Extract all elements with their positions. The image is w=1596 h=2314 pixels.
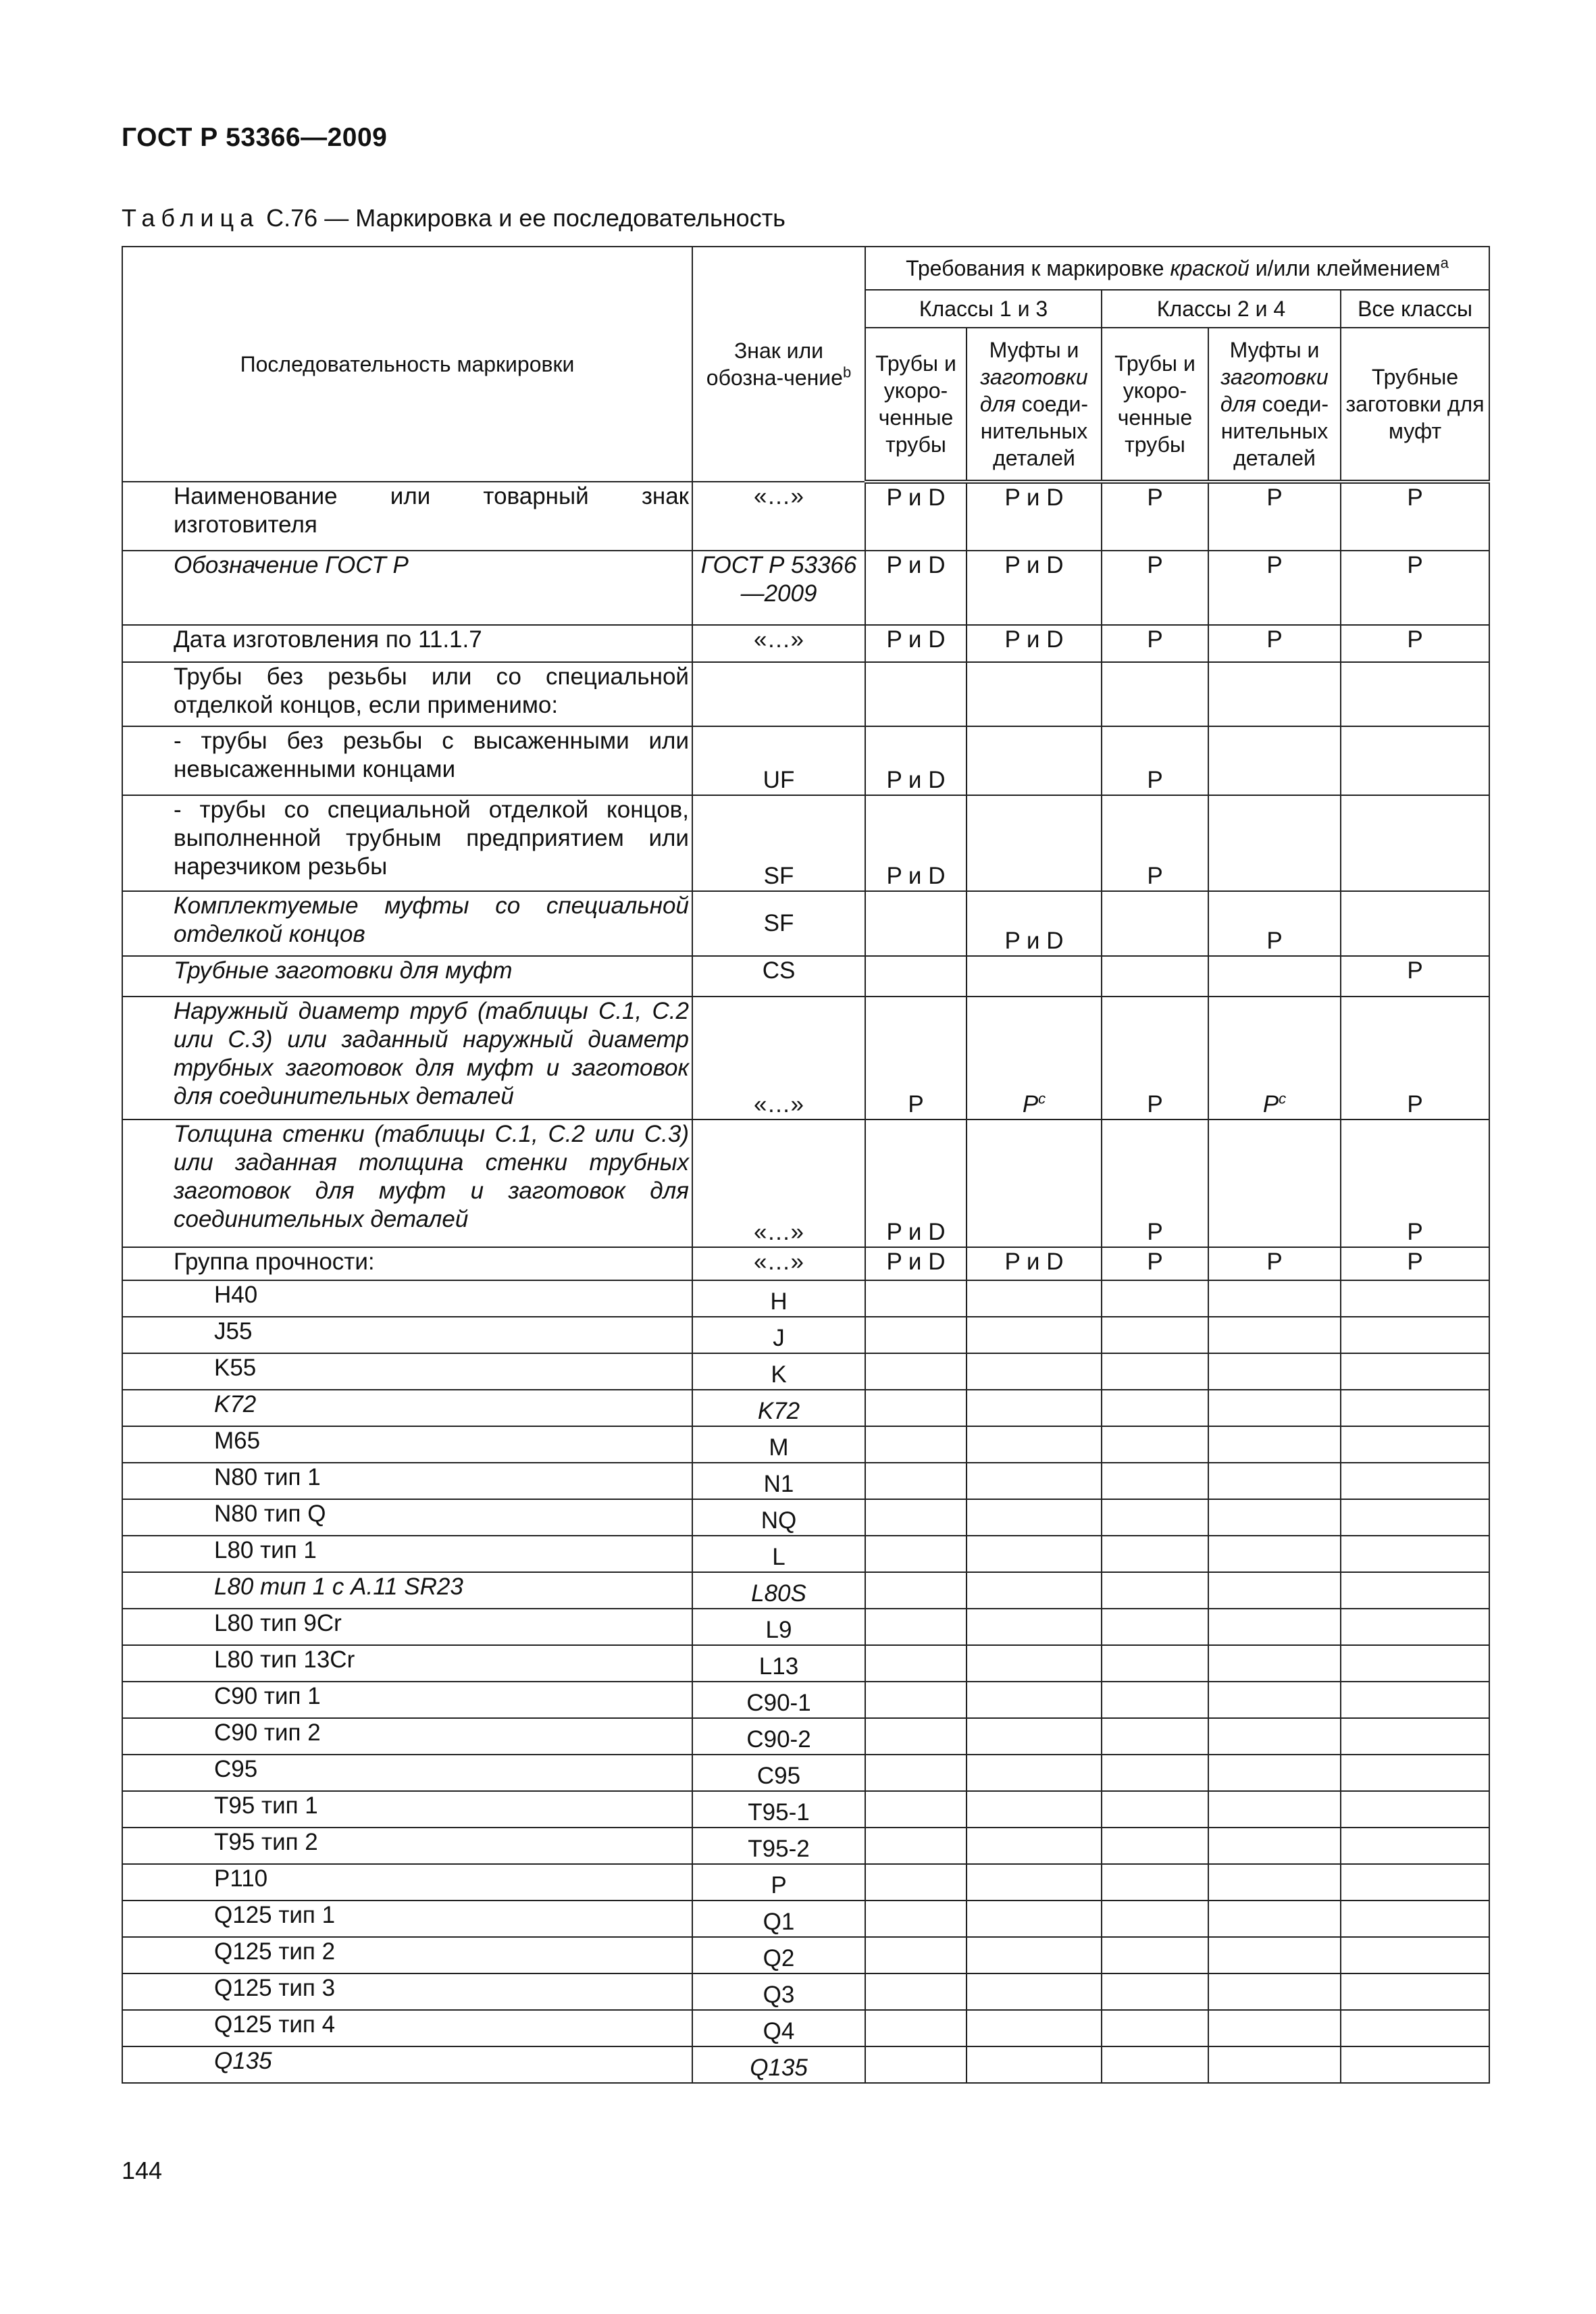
grade-symbol-cell: Q4 [692, 2010, 865, 2046]
mark-cell [1208, 1426, 1341, 1463]
mark-cell [1341, 726, 1489, 795]
mark-cell [967, 726, 1102, 795]
grade-symbol-cell: J [692, 1317, 865, 1353]
mark-cell [1102, 1755, 1208, 1791]
mark-cell [1102, 662, 1208, 726]
mark-cell [1208, 795, 1341, 891]
mark-cell: P [1102, 482, 1208, 551]
grade-symbol-cell: NQ [692, 1499, 865, 1536]
mark-cell [1208, 2046, 1341, 2083]
symbol-cell: SF [692, 891, 865, 956]
marking-table [122, 246, 1490, 2084]
grade-symbol-cell: T95-1 [692, 1791, 865, 1828]
col-header-sequence: Последовательность маркировки [122, 247, 692, 482]
mark-cell [1341, 2046, 1489, 2083]
grade-name-cell: L80 тип 1 [122, 1536, 692, 1572]
table-row [122, 956, 1489, 997]
mark-cell [865, 2010, 967, 2046]
mark-cell [967, 1280, 1102, 1317]
grade-name-cell: L80 тип 1 с А.11 SR23 [122, 1572, 692, 1609]
grade-name-cell: K72 [122, 1390, 692, 1426]
mark-cell [1208, 1864, 1341, 1901]
col-header-couplings-2-4: Муфты и заготовки для соеди-нительных деталей [1208, 328, 1341, 482]
mark-cell [967, 1572, 1102, 1609]
mark-cell [865, 1718, 967, 1755]
grade-symbol-cell: L13 [692, 1645, 865, 1682]
seq-cell: Обозначение ГОСТ Р [122, 551, 692, 625]
seq-cell: Трубы без резьбы или со специальной отделкой концов, если применимо: [122, 662, 692, 726]
mark-cell [865, 1317, 967, 1353]
mark-cell [865, 1901, 967, 1937]
table-row [122, 662, 1489, 726]
symbol-cell: CS [692, 956, 865, 997]
seq-cell: Дата изготовления по 11.1.7 [122, 625, 692, 662]
mark-cell [1341, 1463, 1489, 1499]
grade-row [122, 1353, 1489, 1390]
mark-cell [1208, 1463, 1341, 1499]
strength-grade-rows [122, 1280, 1489, 2083]
mark-cell [967, 1973, 1102, 2010]
mark-cell [967, 1828, 1102, 1864]
mark-cell [1341, 1828, 1489, 1864]
grade-row [122, 1755, 1489, 1791]
mark-cell [967, 1755, 1102, 1791]
symbol-cell: «…» [692, 482, 865, 551]
mark-cell [1341, 1645, 1489, 1682]
mark-cell [1102, 1280, 1208, 1317]
grade-row [122, 1390, 1489, 1426]
mark-cell [1208, 1536, 1341, 1572]
seq-cell: Трубные заготовки для муфт [122, 956, 692, 997]
seq-cell: - трубы со специальной отделкой концов, выполненной трубным предприятием или нарезчиком резьбы [122, 795, 692, 891]
mark-cell [865, 956, 967, 997]
symbol-cell: ГОСТ Р 53366—2009 [692, 551, 865, 625]
mark-cell [1341, 1280, 1489, 1317]
grade-row [122, 1499, 1489, 1536]
grade-name-cell: T95 тип 1 [122, 1791, 692, 1828]
mark-cell [1341, 1390, 1489, 1426]
mark-cell: P и D [865, 1120, 967, 1247]
mark-cell [1102, 1572, 1208, 1609]
mark-cell [865, 1426, 967, 1463]
mark-cell [865, 1828, 967, 1864]
mark-cell [1341, 2010, 1489, 2046]
col-header-classes-2-4: Классы 2 и 4 [1102, 290, 1341, 328]
grade-name-cell: H40 [122, 1280, 692, 1317]
mark-cell [1341, 1901, 1489, 1937]
mark-cell [1102, 1864, 1208, 1901]
mark-cell [1208, 1682, 1341, 1718]
mark-cell [1341, 1317, 1489, 1353]
grade-row [122, 1682, 1489, 1718]
mark-cell: P [1208, 1247, 1341, 1280]
mark-cell: P [1208, 482, 1341, 551]
mark-cell: P и D [967, 1247, 1102, 1280]
mark-cell: $P^c$ [1208, 997, 1341, 1120]
col-header-coupling-blanks: Трубные заготовки для муфт [1341, 328, 1489, 482]
mark-cell [1102, 1682, 1208, 1718]
grade-symbol-cell: N1 [692, 1463, 865, 1499]
mark-cell [967, 2010, 1102, 2046]
mark-cell [1102, 1901, 1208, 1937]
grade-row [122, 1828, 1489, 1864]
mark-cell [1102, 1828, 1208, 1864]
col-header-couplings-1-3: Муфты и заготовки для соеди-нительных деталей [967, 328, 1102, 482]
mark-cell [865, 1463, 967, 1499]
table-row [122, 726, 1489, 795]
mark-cell [967, 1937, 1102, 1973]
mark-cell: P [1208, 891, 1341, 956]
grade-row [122, 1463, 1489, 1499]
mark-cell [1208, 1755, 1341, 1791]
mark-cell [967, 1499, 1102, 1536]
mark-cell [865, 1536, 967, 1572]
table-caption [122, 204, 786, 232]
mark-cell [1341, 1609, 1489, 1645]
mark-cell: P и D [967, 551, 1102, 625]
grade-name-cell: L80 тип 13Cr [122, 1645, 692, 1682]
mark-cell [865, 1682, 967, 1718]
mark-cell [967, 662, 1102, 726]
mark-cell [865, 1390, 967, 1426]
grade-name-cell: T95 тип 2 [122, 1828, 692, 1864]
mark-cell [967, 1901, 1102, 1937]
mark-cell [1208, 1645, 1341, 1682]
mark-cell [1102, 1791, 1208, 1828]
mark-cell [1341, 1718, 1489, 1755]
mark-cell [1102, 1426, 1208, 1463]
grade-row [122, 1973, 1489, 2010]
mark-cell: P [1208, 625, 1341, 662]
grade-symbol-cell: C95 [692, 1755, 865, 1791]
document-header: ГОСТ Р 53366—2009 [122, 123, 388, 152]
symbol-cell: SF [692, 795, 865, 891]
table-row [122, 551, 1489, 625]
mark-cell [1341, 662, 1489, 726]
mark-cell [1208, 1120, 1341, 1247]
mark-cell [1208, 956, 1341, 997]
mark-cell [1102, 1390, 1208, 1426]
mark-cell [1208, 1901, 1341, 1937]
grade-row [122, 1937, 1489, 1973]
mark-cell: P [865, 997, 967, 1120]
mark-cell: P [1208, 551, 1341, 625]
grade-symbol-cell: C90-1 [692, 1682, 865, 1718]
mark-cell: P [1341, 1247, 1489, 1280]
grade-symbol-cell: H [692, 1280, 865, 1317]
grade-name-cell: N80 тип 1 [122, 1463, 692, 1499]
mark-cell [865, 1973, 967, 2010]
mark-cell: P [1341, 482, 1489, 551]
table-row [122, 1247, 1489, 1280]
mark-cell [967, 1120, 1102, 1247]
mark-cell [1102, 1317, 1208, 1353]
mark-cell [865, 1937, 967, 1973]
table-row [122, 625, 1489, 662]
mark-cell [1102, 956, 1208, 997]
grade-name-cell: Q125 тип 2 [122, 1937, 692, 1973]
mark-cell [865, 1499, 967, 1536]
mark-cell [967, 2046, 1102, 2083]
grade-row [122, 1645, 1489, 1682]
mark-cell: P и D [865, 551, 967, 625]
col-header-symbol: Знак или обозна-чение$^b$ [692, 247, 865, 482]
table-row [122, 482, 1489, 551]
mark-cell [967, 1682, 1102, 1718]
mark-cell: P и D [865, 1247, 967, 1280]
table-row [122, 1120, 1489, 1247]
symbol-cell: UF [692, 726, 865, 795]
grade-row [122, 2046, 1489, 2083]
seq-cell: - трубы без резьбы с высаженными или невысаженными концами [122, 726, 692, 795]
grade-symbol-cell: C90-2 [692, 1718, 865, 1755]
grade-name-cell: Q135 [122, 2046, 692, 2083]
mark-cell: P и D [865, 726, 967, 795]
mark-cell [1341, 1755, 1489, 1791]
mark-cell: $P^c$ [967, 997, 1102, 1120]
mark-cell [967, 1536, 1102, 1572]
mark-cell [967, 1317, 1102, 1353]
mark-cell: P [1102, 1247, 1208, 1280]
mark-cell [1102, 1609, 1208, 1645]
page-number: 144 [122, 2157, 163, 2184]
mark-cell [1341, 1791, 1489, 1828]
grade-symbol-cell: Q2 [692, 1937, 865, 1973]
seq-cell: Наименование или товарный знак изготовителя [122, 482, 692, 551]
mark-cell [967, 1864, 1102, 1901]
mark-cell [865, 1645, 967, 1682]
mark-cell: P и D [967, 625, 1102, 662]
grade-symbol-cell: Q135 [692, 2046, 865, 2083]
mark-cell: P [1341, 625, 1489, 662]
symbol-cell: «…» [692, 997, 865, 1120]
mark-cell [967, 795, 1102, 891]
seq-cell: Группа прочности: [122, 1247, 692, 1280]
grade-symbol-cell: L9 [692, 1609, 865, 1645]
mark-cell [1102, 2046, 1208, 2083]
mark-cell [967, 1426, 1102, 1463]
grade-symbol-cell: K72 [692, 1390, 865, 1426]
mark-cell: P и D [967, 891, 1102, 956]
symbol-cell: «…» [692, 1247, 865, 1280]
table-row [122, 891, 1489, 956]
mark-cell [1208, 2010, 1341, 2046]
table-body [122, 482, 1489, 1280]
table-caption-word: Таблица [122, 204, 260, 232]
mark-cell [865, 662, 967, 726]
symbol-cell [692, 662, 865, 726]
mark-cell [1102, 2010, 1208, 2046]
mark-cell [967, 956, 1102, 997]
mark-cell [865, 1280, 967, 1317]
grade-symbol-cell: T95-2 [692, 1828, 865, 1864]
seq-cell: Толщина стенки (таблицы С.1, С.2 или С.3) или заданная толщина стенки трубных заготовок для муфт и заготовок для соединительных деталей [122, 1120, 692, 1247]
mark-cell [1208, 1390, 1341, 1426]
mark-cell [1102, 1353, 1208, 1390]
grade-row [122, 1572, 1489, 1609]
grade-name-cell: N80 тип Q [122, 1499, 692, 1536]
grade-symbol-cell: L80S [692, 1572, 865, 1609]
mark-cell [967, 1645, 1102, 1682]
mark-cell [1102, 1463, 1208, 1499]
mark-cell [1208, 1718, 1341, 1755]
table-row [122, 795, 1489, 891]
grade-name-cell: L80 тип 9Cr [122, 1609, 692, 1645]
mark-cell [865, 2046, 967, 2083]
mark-cell [1208, 1609, 1341, 1645]
grade-symbol-cell: M [692, 1426, 865, 1463]
grade-row [122, 1791, 1489, 1828]
mark-cell: P и D [865, 795, 967, 891]
mark-cell [865, 1609, 967, 1645]
mark-cell: P и D [967, 482, 1102, 551]
mark-cell [1341, 1353, 1489, 1390]
mark-cell [865, 1353, 967, 1390]
mark-cell [1208, 1828, 1341, 1864]
grade-symbol-cell: P [692, 1864, 865, 1901]
mark-cell [967, 1390, 1102, 1426]
col-header-pipes-1-3: Трубы и укоро-ченные трубы [865, 328, 967, 482]
mark-cell [967, 1609, 1102, 1645]
col-header-requirements: Требования к маркировке краской и/или клеймением$^a$ [865, 247, 1489, 290]
mark-cell [865, 1755, 967, 1791]
mark-cell: P [1102, 795, 1208, 891]
mark-cell [1102, 1499, 1208, 1536]
mark-cell [1341, 1536, 1489, 1572]
mark-cell [1341, 1864, 1489, 1901]
seq-cell: Комплектуемые муфты со специальной отделкой концов [122, 891, 692, 956]
mark-cell [865, 1572, 967, 1609]
mark-cell [1341, 1682, 1489, 1718]
mark-cell [1208, 1973, 1341, 2010]
grade-name-cell: C90 тип 2 [122, 1718, 692, 1755]
mark-cell [1208, 726, 1341, 795]
mark-cell [1102, 1718, 1208, 1755]
mark-cell [1208, 1280, 1341, 1317]
mark-cell [1102, 1973, 1208, 2010]
grade-name-cell: C90 тип 1 [122, 1682, 692, 1718]
grade-row [122, 1536, 1489, 1572]
grade-symbol-cell: Q3 [692, 1973, 865, 2010]
grade-row [122, 1317, 1489, 1353]
mark-cell [967, 1353, 1102, 1390]
mark-cell [1102, 891, 1208, 956]
mark-cell [865, 1864, 967, 1901]
grade-row [122, 1864, 1489, 1901]
mark-cell [1102, 1645, 1208, 1682]
grade-row [122, 1609, 1489, 1645]
grade-row [122, 1901, 1489, 1937]
mark-cell [1341, 1426, 1489, 1463]
mark-cell [1341, 1572, 1489, 1609]
grade-symbol-cell: L [692, 1536, 865, 1572]
grade-name-cell: K55 [122, 1353, 692, 1390]
mark-cell [1208, 662, 1341, 726]
mark-cell: P [1102, 625, 1208, 662]
grade-name-cell: Q125 тип 3 [122, 1973, 692, 2010]
grade-row [122, 1280, 1489, 1317]
mark-cell [967, 1718, 1102, 1755]
mark-cell [1341, 891, 1489, 956]
grade-name-cell: C95 [122, 1755, 692, 1791]
grade-row [122, 1426, 1489, 1463]
mark-cell [967, 1463, 1102, 1499]
grade-name-cell: P110 [122, 1864, 692, 1901]
mark-cell [1208, 1353, 1341, 1390]
table-row [122, 997, 1489, 1120]
mark-cell [865, 1791, 967, 1828]
mark-cell: P [1102, 551, 1208, 625]
mark-cell: P [1341, 997, 1489, 1120]
mark-cell [1341, 795, 1489, 891]
col-header-classes-1-3: Классы 1 и 3 [865, 290, 1102, 328]
mark-cell: P и D [865, 482, 967, 551]
symbol-cell: «…» [692, 1120, 865, 1247]
grade-symbol-cell: K [692, 1353, 865, 1390]
col-header-all-classes: Все классы [1341, 290, 1489, 328]
mark-cell [865, 891, 967, 956]
seq-cell: Наружный диаметр труб (таблицы С.1, С.2 или С.3) или заданный наружный диаметр трубных заготовок для муфт и заготовок для соединительных деталей [122, 997, 692, 1120]
mark-cell: P [1341, 551, 1489, 625]
mark-cell: P и D [865, 625, 967, 662]
mark-cell [1341, 1499, 1489, 1536]
mark-cell [1208, 1499, 1341, 1536]
mark-cell [1208, 1791, 1341, 1828]
table-caption-title: С.76 — Маркировка и ее последовательность [259, 204, 786, 232]
grade-name-cell: M65 [122, 1426, 692, 1463]
mark-cell [1341, 1973, 1489, 2010]
mark-cell [1208, 1937, 1341, 1973]
mark-cell [1341, 1937, 1489, 1973]
mark-cell [1208, 1317, 1341, 1353]
col-header-pipes-2-4: Трубы и укоро-ченные трубы [1102, 328, 1208, 482]
mark-cell: P [1341, 1120, 1489, 1247]
mark-cell: P [1341, 956, 1489, 997]
mark-cell: P [1102, 726, 1208, 795]
grade-name-cell: Q125 тип 4 [122, 2010, 692, 2046]
grade-symbol-cell: Q1 [692, 1901, 865, 1937]
mark-cell [1102, 1536, 1208, 1572]
mark-cell: P [1102, 997, 1208, 1120]
mark-cell [1102, 1937, 1208, 1973]
grade-row [122, 1718, 1489, 1755]
symbol-cell: «…» [692, 625, 865, 662]
mark-cell: P [1102, 1120, 1208, 1247]
grade-row [122, 2010, 1489, 2046]
mark-cell [967, 1791, 1102, 1828]
grade-name-cell: Q125 тип 1 [122, 1901, 692, 1937]
mark-cell [1208, 1572, 1341, 1609]
grade-name-cell: J55 [122, 1317, 692, 1353]
